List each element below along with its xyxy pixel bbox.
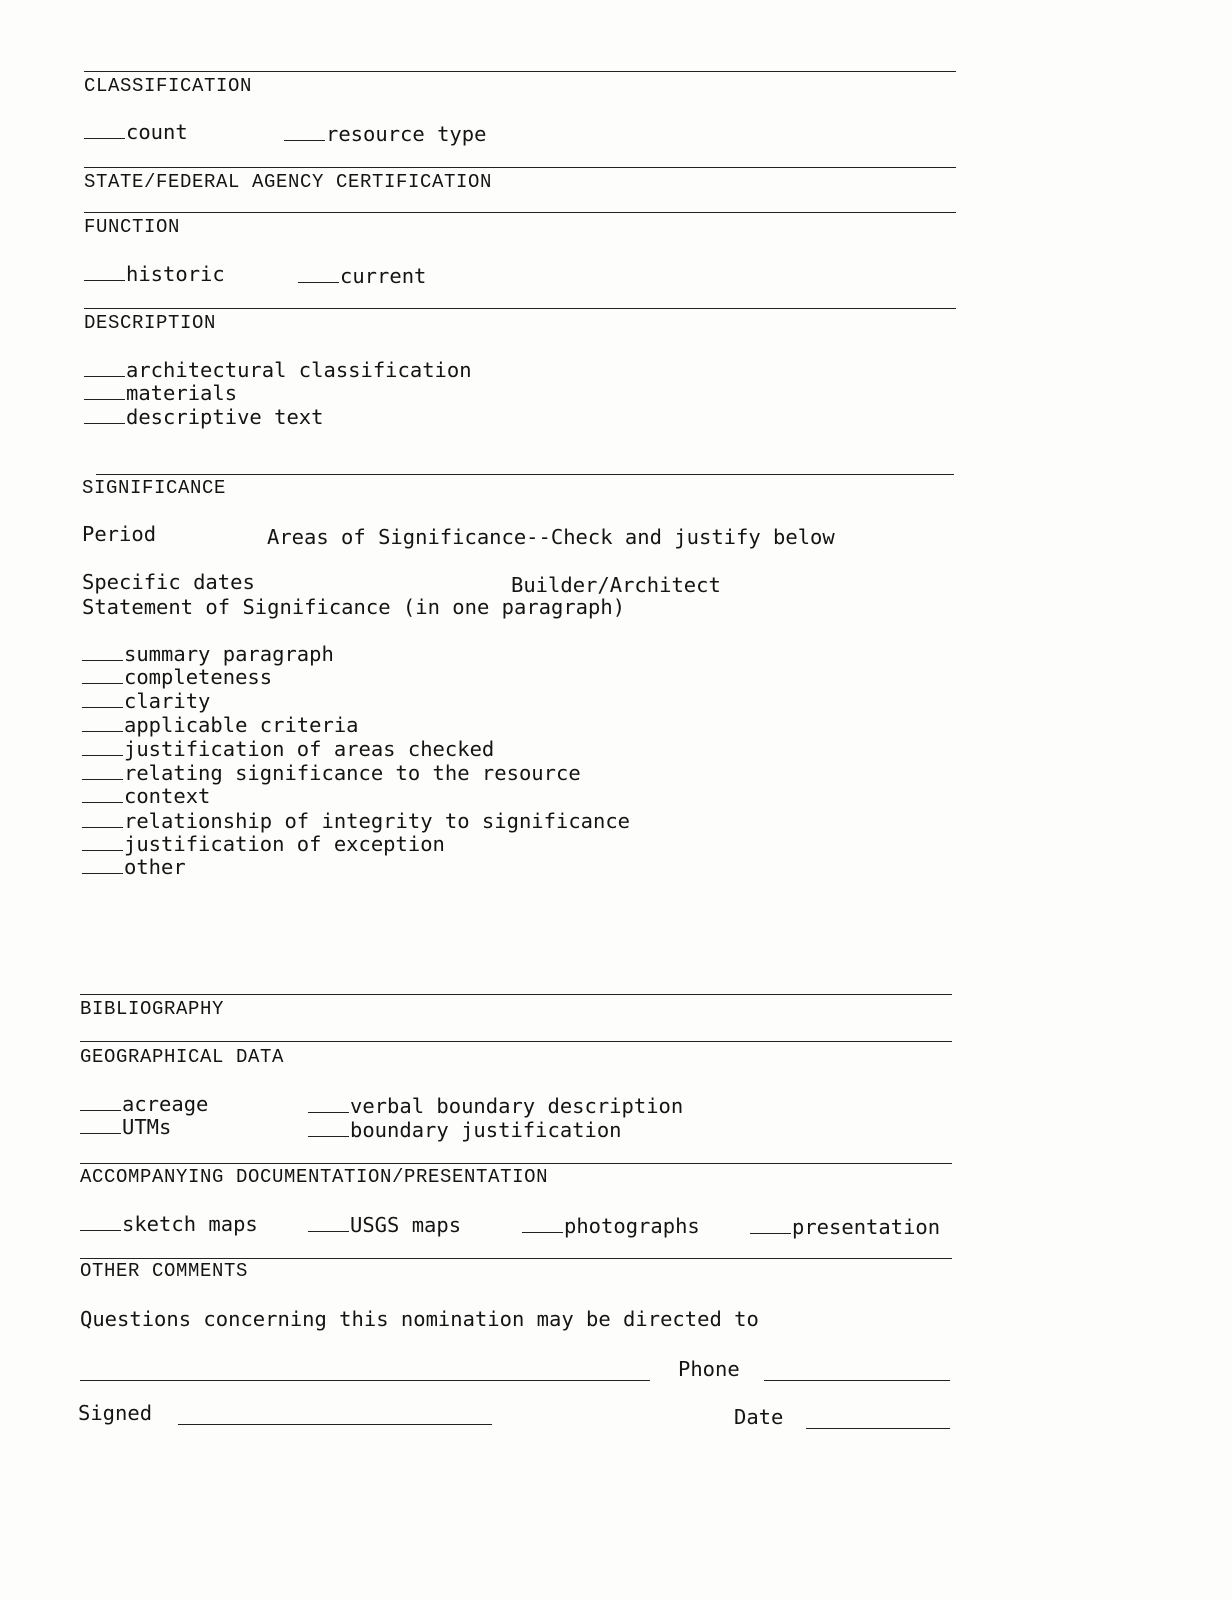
date-label: Date bbox=[734, 1405, 784, 1429]
section-rule bbox=[84, 308, 956, 309]
checkbox-label: historic bbox=[126, 262, 225, 286]
section-rule bbox=[80, 994, 952, 995]
section-heading-description: DESCRIPTION bbox=[84, 312, 217, 334]
checkbox-label: summary paragraph bbox=[124, 642, 334, 666]
areas-of-significance-label: Areas of Significance--Check and justify below bbox=[267, 525, 835, 549]
section-heading-other-comments: OTHER COMMENTS bbox=[80, 1260, 249, 1282]
checkbox-completeness[interactable] bbox=[82, 665, 272, 689]
checkbox-historic[interactable] bbox=[84, 262, 225, 286]
phone-field[interactable] bbox=[764, 1380, 950, 1381]
checkbox-label: completeness bbox=[124, 665, 273, 689]
checkbox-label: photographs bbox=[564, 1214, 700, 1238]
checkbox-justification-of-exception[interactable] bbox=[82, 832, 445, 856]
checkbox-architectural-classification[interactable] bbox=[84, 358, 472, 382]
check-blank[interactable] bbox=[80, 1115, 121, 1134]
checkbox-verbal-boundary-description[interactable] bbox=[308, 1094, 683, 1118]
checkbox-presentation[interactable] bbox=[750, 1215, 940, 1239]
checkbox-usgs-maps[interactable] bbox=[308, 1213, 461, 1237]
checkbox-applicable-criteria[interactable] bbox=[82, 713, 359, 737]
check-blank[interactable] bbox=[308, 1213, 349, 1232]
checkbox-acreage[interactable] bbox=[80, 1092, 208, 1116]
check-blank[interactable] bbox=[82, 642, 123, 661]
checkbox-relating-significance[interactable] bbox=[82, 761, 581, 785]
checkbox-other[interactable] bbox=[82, 855, 186, 879]
checkbox-materials[interactable] bbox=[84, 381, 237, 405]
checkbox-label: justification of exception bbox=[124, 832, 445, 856]
checkbox-label: relating significance to the resource bbox=[124, 761, 581, 785]
date-field[interactable] bbox=[806, 1428, 950, 1429]
checkbox-label: sketch maps bbox=[122, 1212, 258, 1236]
checkbox-label: context bbox=[124, 784, 211, 808]
check-blank[interactable] bbox=[82, 713, 123, 732]
checkbox-sketch-maps[interactable] bbox=[80, 1212, 258, 1236]
checkbox-label: resource type bbox=[326, 122, 487, 146]
check-blank[interactable] bbox=[82, 809, 123, 828]
checkbox-label: presentation bbox=[792, 1215, 941, 1239]
check-blank[interactable] bbox=[522, 1214, 563, 1233]
checkbox-label: boundary justification bbox=[350, 1118, 622, 1142]
section-rule bbox=[84, 212, 956, 213]
checkbox-relationship-of-integrity[interactable] bbox=[82, 809, 630, 833]
check-blank[interactable] bbox=[80, 1092, 121, 1111]
check-blank[interactable] bbox=[82, 784, 123, 803]
section-heading-accompanying-documentation: ACCOMPANYING DOCUMENTATION/PRESENTATION bbox=[80, 1166, 549, 1188]
section-rule bbox=[80, 1041, 952, 1042]
section-heading-certification: STATE/FEDERAL AGENCY CERTIFICATION bbox=[84, 171, 493, 193]
check-blank[interactable] bbox=[82, 855, 123, 874]
section-heading-classification: CLASSIFICATION bbox=[84, 75, 253, 97]
checkbox-boundary-justification[interactable] bbox=[308, 1118, 622, 1142]
check-blank[interactable] bbox=[82, 832, 123, 851]
checkbox-label: verbal boundary description bbox=[350, 1094, 684, 1118]
check-blank[interactable] bbox=[84, 405, 125, 424]
signature-field[interactable] bbox=[178, 1424, 492, 1425]
check-blank[interactable] bbox=[82, 761, 123, 780]
signed-label: Signed bbox=[78, 1401, 153, 1425]
check-blank[interactable] bbox=[82, 737, 123, 756]
checkbox-label: relationship of integrity to significance bbox=[124, 809, 631, 833]
check-blank[interactable] bbox=[308, 1118, 349, 1137]
checkbox-utms[interactable] bbox=[80, 1115, 171, 1139]
section-heading-geographical-data: GEOGRAPHICAL DATA bbox=[80, 1046, 285, 1068]
checkbox-label: acreage bbox=[122, 1092, 209, 1116]
check-blank[interactable] bbox=[84, 120, 125, 139]
check-blank[interactable] bbox=[308, 1094, 349, 1113]
checkbox-photographs[interactable] bbox=[522, 1214, 700, 1238]
section-heading-function: FUNCTION bbox=[84, 216, 181, 238]
period-label: Period bbox=[82, 522, 157, 546]
checkbox-count[interactable] bbox=[84, 120, 188, 144]
section-rule bbox=[84, 167, 956, 168]
check-blank[interactable] bbox=[84, 262, 125, 281]
checkbox-label: clarity bbox=[124, 689, 211, 713]
checkbox-label: USGS maps bbox=[350, 1213, 462, 1237]
checkbox-label: architectural classification bbox=[126, 358, 472, 382]
section-rule bbox=[80, 1163, 952, 1164]
check-blank[interactable] bbox=[284, 122, 325, 141]
checkbox-justification-of-areas[interactable] bbox=[82, 737, 494, 761]
check-blank[interactable] bbox=[84, 381, 125, 400]
section-heading-bibliography: BIBLIOGRAPHY bbox=[80, 998, 225, 1020]
section-heading-significance: SIGNIFICANCE bbox=[82, 477, 227, 499]
checkbox-current[interactable] bbox=[298, 264, 426, 288]
statement-of-significance-label: Statement of Significance (in one paragraph) bbox=[82, 595, 626, 619]
checkbox-label: materials bbox=[126, 381, 238, 405]
check-blank[interactable] bbox=[82, 689, 123, 708]
checkbox-label: other bbox=[124, 855, 186, 879]
section-rule bbox=[96, 474, 954, 475]
checkbox-label: applicable criteria bbox=[124, 713, 359, 737]
checkbox-context[interactable] bbox=[82, 784, 210, 808]
check-blank[interactable] bbox=[298, 264, 339, 283]
checkbox-summary-paragraph[interactable] bbox=[82, 642, 334, 666]
builder-architect-label: Builder/Architect bbox=[511, 573, 721, 597]
phone-label: Phone bbox=[678, 1357, 740, 1381]
checkbox-label: descriptive text bbox=[126, 405, 324, 429]
checkbox-label: current bbox=[340, 264, 427, 288]
checkbox-clarity[interactable] bbox=[82, 689, 210, 713]
checkbox-label: UTMs bbox=[122, 1115, 172, 1139]
check-blank[interactable] bbox=[82, 665, 123, 684]
specific-dates-label: Specific dates bbox=[82, 570, 255, 594]
checkbox-label: justification of areas checked bbox=[124, 737, 495, 761]
contact-name-field[interactable] bbox=[80, 1380, 650, 1381]
check-blank[interactable] bbox=[80, 1212, 121, 1231]
check-blank[interactable] bbox=[84, 358, 125, 377]
checkbox-resource-type[interactable] bbox=[284, 122, 486, 146]
section-rule bbox=[84, 71, 956, 72]
check-blank[interactable] bbox=[750, 1215, 791, 1234]
questions-text: Questions concerning this nomination may be directed to bbox=[80, 1307, 759, 1331]
checkbox-label: count bbox=[126, 120, 188, 144]
checkbox-descriptive-text[interactable] bbox=[84, 405, 323, 429]
